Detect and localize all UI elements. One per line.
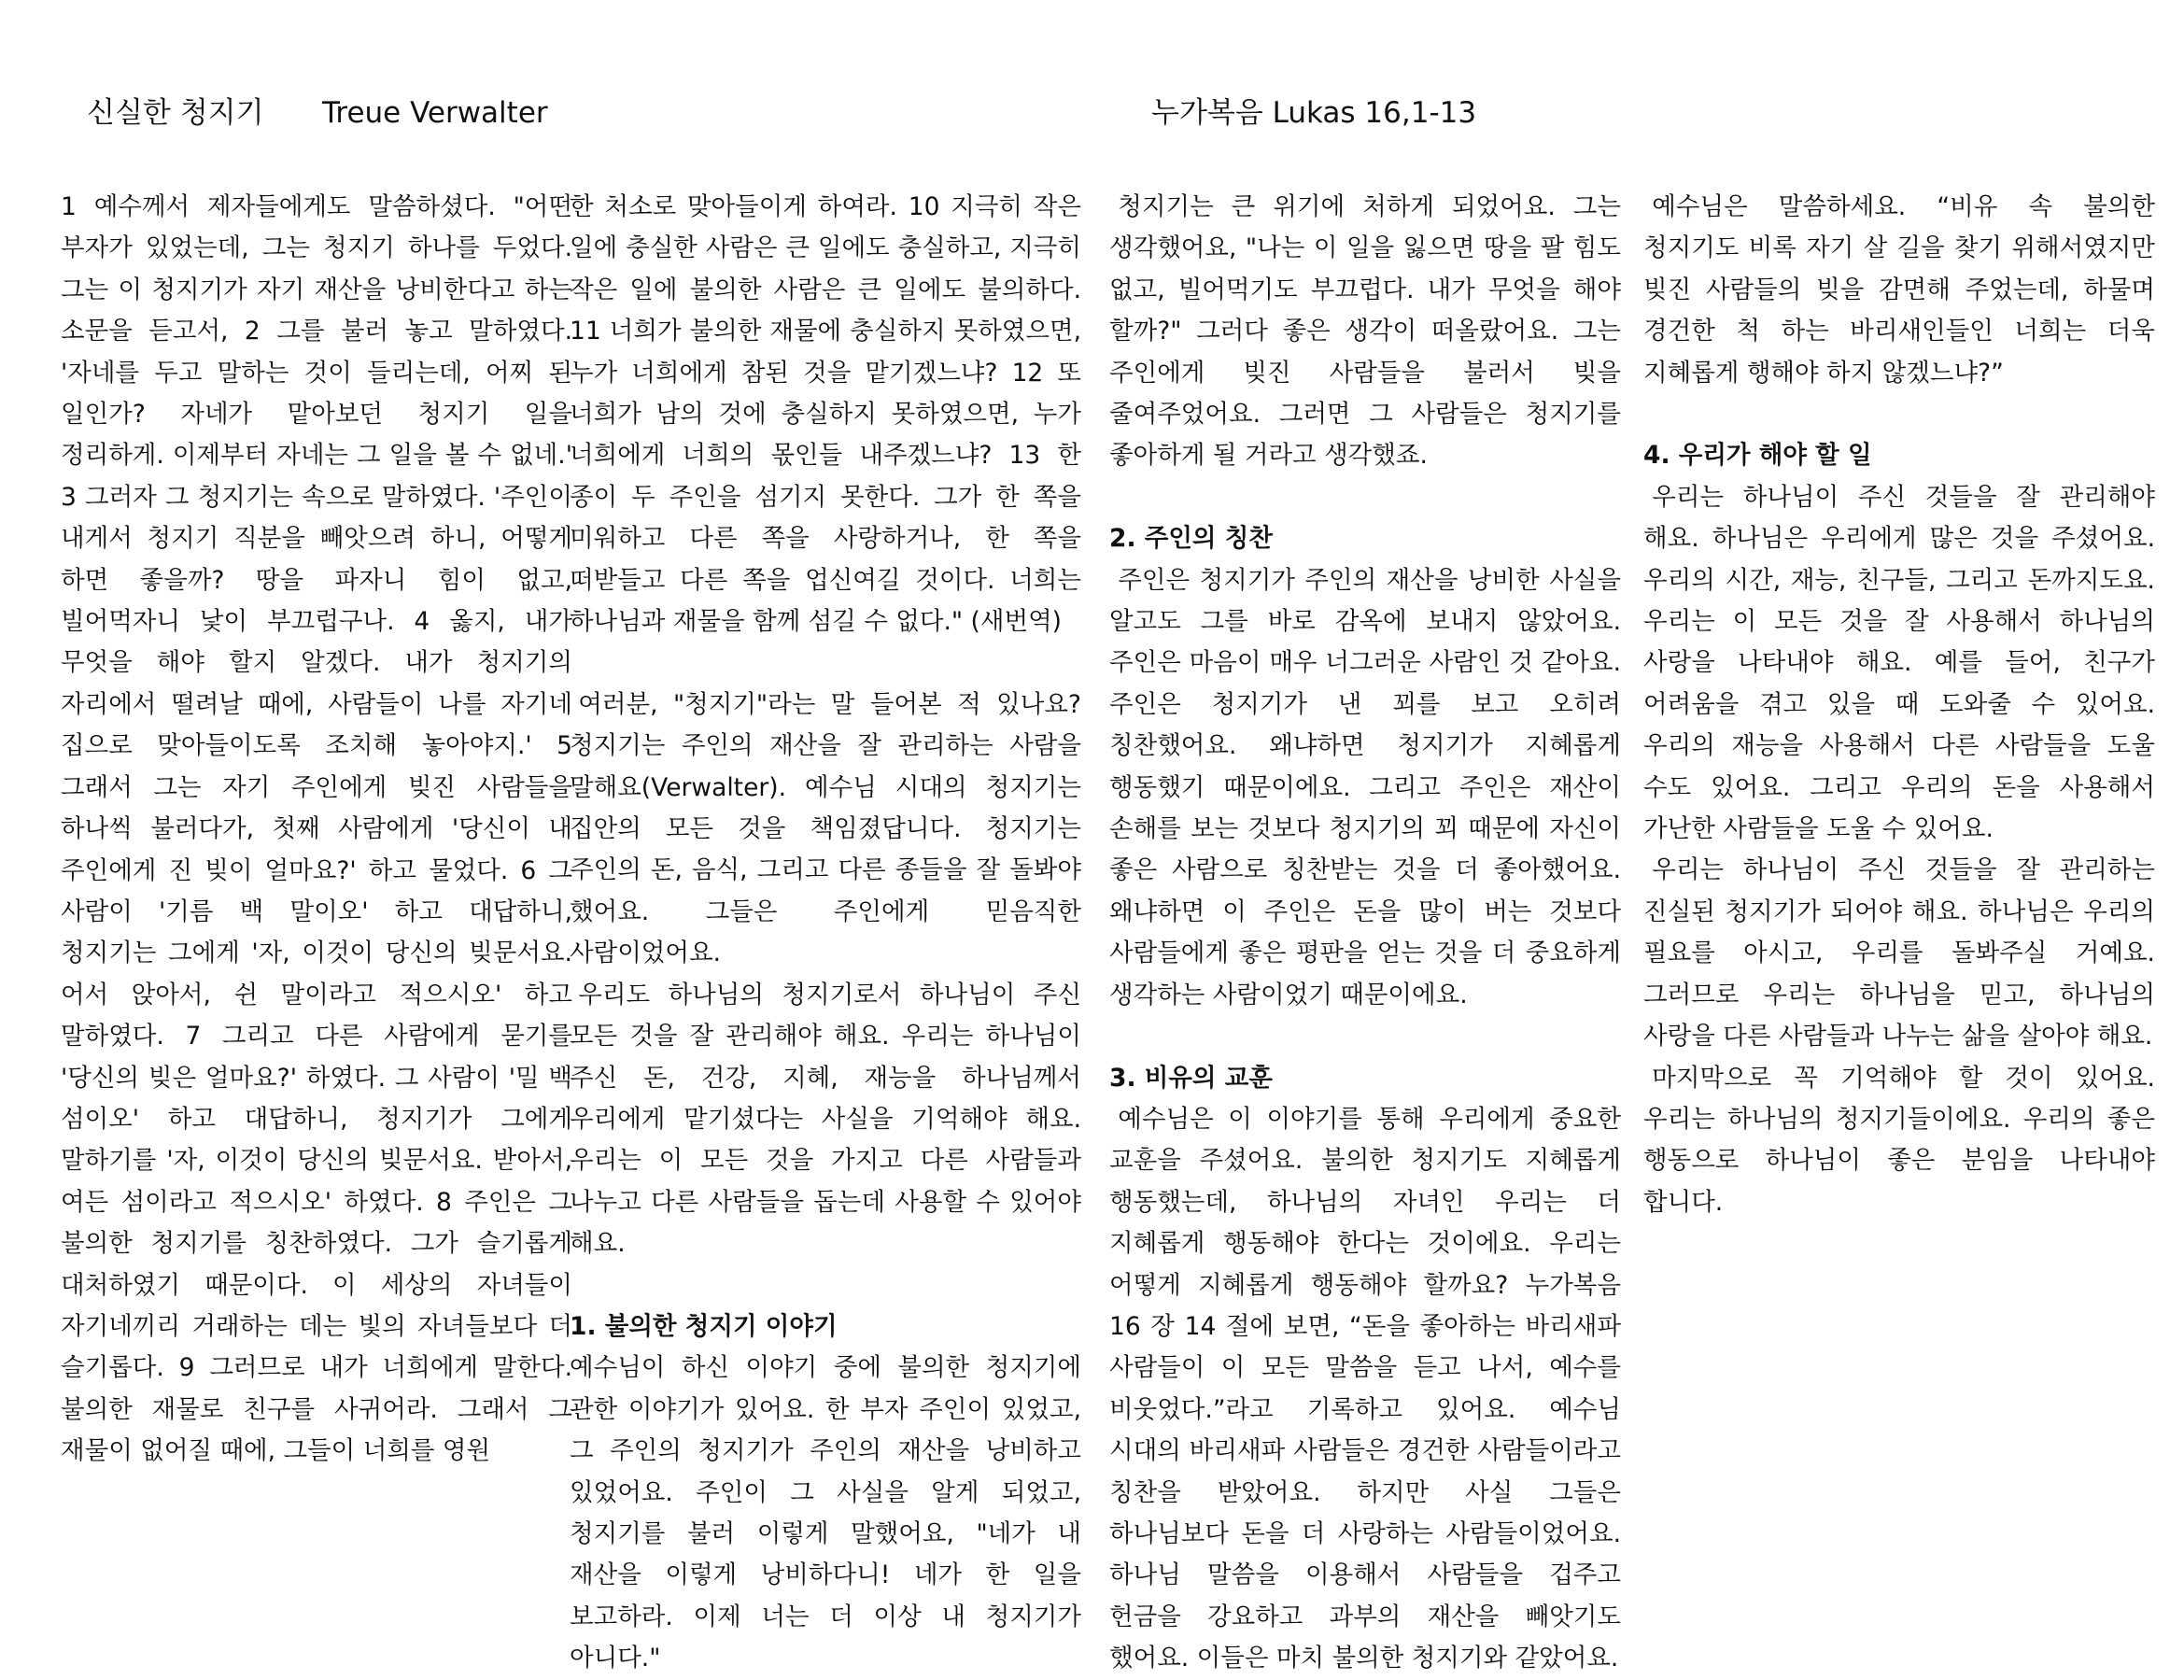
section-1-paragraph-1: 예수님이 하신 이야기 중에 불의한 청지기에 관한 이야기가 있어요. 한 부자 주인이 있었고, 그 주인의 청지기가 주인의 재산을 낭비하고 있었어요. 주인이 그 사실을 알게 되었고, 청지기를 불러 이렇게 말했어요, "네가 내 재산을 이렇게 낭비하다니! 네가 한 일을 보고하라. 이제 너는 더 이상 내 청지기가 아니다."	[570, 1353, 1081, 1673]
section-1-paragraph-2: 청지기는 큰 위기에 처하게 되었어요. 그는 생각했어요, "나는 이 일을 잃으면 땅을 팔 힘도 없고, 빌어먹기도 부끄럽다. 내가 무엇을 해야 할까?" 그러다 좋은 생각이 떠올랐어요. 그는 주인에게 빚진 사람들을 불러서 빚을 줄여주었어요. 그러면 그 사람들은 청지기를 좋아하게 될 거라고 생각했죠.	[1109, 192, 1621, 471]
title-korean: 신실한 청지기	[87, 96, 264, 130]
title-german: Treue Verwalter	[322, 96, 548, 130]
section-4-paragraph-1: 우리는 하나님이 주신 것들을 잘 관리해야 해요. 하나님은 우리에게 많은 것을 주셨어요. 우리의 시간, 재능, 친구들, 그리고 돈까지도요. 우리는 이 모든 것을 잘 사용해서 하나님의 사랑을 나타내야 해요. 예를 들어, 친구가 어려움을 겪고 있을 때 도와줄 수 있어요. 우리의 재능을 사용해서 다른 사람들을 도울 수도 있어요. 그리고 우리의 돈을 사용해서 가난한 사람들을 도울 수 있어요.	[1643, 482, 2155, 844]
section-1-heading: 1. 불의한 청지기 이야기	[570, 1311, 838, 1341]
section-2-heading: 2. 주인의 칭찬	[1109, 524, 1273, 554]
section-3-paragraph-1: 예수님은 이 이야기를 통해 우리에게 중요한 교훈을 주셨어요. 불의한 청지기도 지혜롭게 행동했는데, 하나님의 자녀인 우리는 더 지혜롭게 행동해야 한다는 것이에요. 우리는 어떻게 지혜롭게 행동해야 할까요? 누가복음 16 장 14 절에 보면, “돈을 좋아하는 바리새파 사람들이 이 모든 말씀을 듣고 나서, 예수를 비웃었다.”라고 기록하고 있어요. 예수님 시대의 바리새파 사람들은 경건한 사람들이라고 칭찬을 받았어요. 하지만 사실 그들은 하나님보다 돈을 더 사랑하는 사람들이었어요. 하나님 말씀을 이용해서 사람들을 겁주고 헌금을 강요하고 과부의 재산을 빼앗기도 했어요. 이들은 마치 불의한 청지기와 같았어요.	[1109, 1104, 1621, 1673]
section-2-paragraph-1: 주인은 청지기가 주인의 재산을 낭비한 사실을 알고도 그를 바로 감옥에 보내지 않았어요. 주인은 마음이 매우 너그러운 사람인 것 같아요. 주인은 청지기가 낸 꾀를 보고 오히려 칭찬했어요. 왜냐하면 청지기가 지혜롭게 행동했기 때문이에요. 그리고 주인은 재산이 손해를 보는 것보다 청지기의 꾀 때문에 자신이 좋은 사람으로 칭찬받는 것을 더 좋아했어요. 왜냐하면 이 주인은 돈을 많이 버는 것보다 사람들에게 좋은 평판을 얻는 것을 더 중요하게 생각하는 사람이었기 때문이에요.	[1109, 565, 1621, 1009]
section-3-heading: 3. 비유의 교훈	[1109, 1063, 1273, 1093]
column-1	[61, 187, 572, 1494]
column-3	[1109, 187, 1621, 1673]
page-header	[0, 90, 2184, 136]
scripture-text-part1: 1 예수께서 제자들에게도 말씀하셨다. "어떤 부자가 있었는데, 그는 청지기 하나를 두었다. 그는 이 청지기가 자기 재산을 낭비한다고 하는 소문을 듣고서, 2 그를 불러 놓고 말하였다. '자네를 두고 말하는 것이 들리는데, 어찌 된 일인가? 자네가 맡아보던 청지기 일을 정리하게. 이제부터 자네는 그 일을 볼 수 없네.' 3 그러자 그 청지기는 속으로 말하였다. '주인이 내게서 청지기 직분을 빼앗으려 하니, 어떻게 하면 좋을까? 땅을 파자니 힘이 없고, 빌어먹자니 낯이 부끄럽구나. 4 옳지, 내가 무엇을 해야 할지 알겠다. 내가 청지기의 자리에서 떨려날 때에, 사람들이 나를 자기네 집으로 맞아들이도록 조치해 놓아야지.' 5 그래서 그는 자기 주인에게 빚진 사람들을 하나씩 불러다가, 첫째 사람에게 '당신이 내 주인에게 진 빚이 얼마요?' 하고 물었다. 6 그 사람이 '기름 백 말이오' 하고 대답하니, 청지기는 그에게 '자, 이것이 당신의 빚문서요. 어서 앉아서, 쉰 말이라고 적으시오' 하고 말하였다. 7 그리고 다른 사람에게 묻기를 '당신의 빚은 얼마요?' 하였다. 그 사람이 '밀 백 섬이오' 하고 대답하니, 청지기가 그에게 말하기를 '자, 이것이 당신의 빚문서요. 받아서, 여든 섬이라고 적으시오' 하였다. 8 주인은 그 불의한 청지기를 칭찬하였다. 그가 슬기롭게 대처하였기 때문이다. 이 세상의 자녀들이 자기네끼리 거래하는 데는 빛의 자녀들보다 더 슬기롭다. 9 그러므로 내가 너희에게 말한다. 불의한 재물로 친구를 사귀어라. 그래서 그 재물이 없어질 때에, 그들이 너희를 영원	[61, 192, 572, 1466]
intro-paragraph-1: 여러분, "청지기"라는 말 들어본 적 있나요? 청지기는 주인의 재산을 잘 관리하는 사람을 말해요(Verwalter). 예수님 시대의 청지기는 집안의 모든 것을 책임졌답니다. 청지기는 주인의 돈, 음식, 그리고 다른 종들을 잘 돌봐야 했어요. 그들은 주인에게 믿음직한 사람이었어요.	[570, 689, 1081, 968]
section-4-heading: 4. 우리가 해야 할 일	[1643, 441, 1872, 471]
column-4	[1643, 187, 2155, 1494]
scripture-text-part2: 한 처소로 맞아들이게 하여라. 10 지극히 작은 일에 충실한 사람은 큰 일에도 충실하고, 지극히 작은 일에 불의한 사람은 큰 일에도 불의하다. 11 너희가 불의한 재물에 충실하지 못하였으면, 누가 너희에게 참된 것을 맡기겠느냐? 12 또 너희가 남의 것에 충실하지 못하였으면, 누가 너희에게 너희의 몫인들 내주겠느냐? 13 한 종이 두 주인을 섬기지 못한다. 그가 한 쪽을 미워하고 다른 쪽을 사랑하거나, 한 쪽을 떠받들고 다른 쪽을 업신여길 것이다. 너희는 하나님과 재물을 함께 섬길 수 없다." (새번역)	[570, 192, 1081, 637]
section-4-paragraph-3: 마지막으로 꼭 기억해야 할 것이 있어요. 우리는 하나님의 청지기들이에요. 우리의 좋은 행동으로 하나님이 좋은 분임을 나타내야 합니다.	[1643, 1063, 2155, 1217]
scripture-reference: 누가복음 Lukas 16,1-13	[1151, 96, 1477, 130]
section-3-paragraph-2: 예수님은 말씀하세요. “비유 속 불의한 청지기도 비록 자기 살 길을 찾기 위해서였지만 빚진 사람들의 빚을 감면해 주었는데, 하물며 경건한 척 하는 바리새인들인 너희는 더욱 지혜롭게 행해야 하지 않겠느냐?”	[1643, 192, 2155, 388]
intro-paragraph-2: 우리도 하나님의 청지기로서 하나님이 주신 모든 것을 잘 관리해야 해요. 우리는 하나님이 주신 돈, 건강, 지혜, 재능을 하나님께서 우리에게 맡기셨다는 사실을 기억해야 해요. 우리는 이 모든 것을 가지고 다른 사람들과 나누고 다른 사람들을 돕는데 사용할 수 있어야 해요.	[570, 980, 1081, 1259]
column-2	[570, 187, 1081, 1673]
section-4-paragraph-2: 우리는 하나님이 주신 것들을 잘 관리하는 진실된 청지기가 되어야 해요. 하나님은 우리의 필요를 아시고, 우리를 돌봐주실 거예요. 그러므로 우리는 하나님을 믿고, 하나님의 사랑을 다른 사람들과 나누는 삶을 살아야 해요.	[1643, 855, 2155, 1052]
